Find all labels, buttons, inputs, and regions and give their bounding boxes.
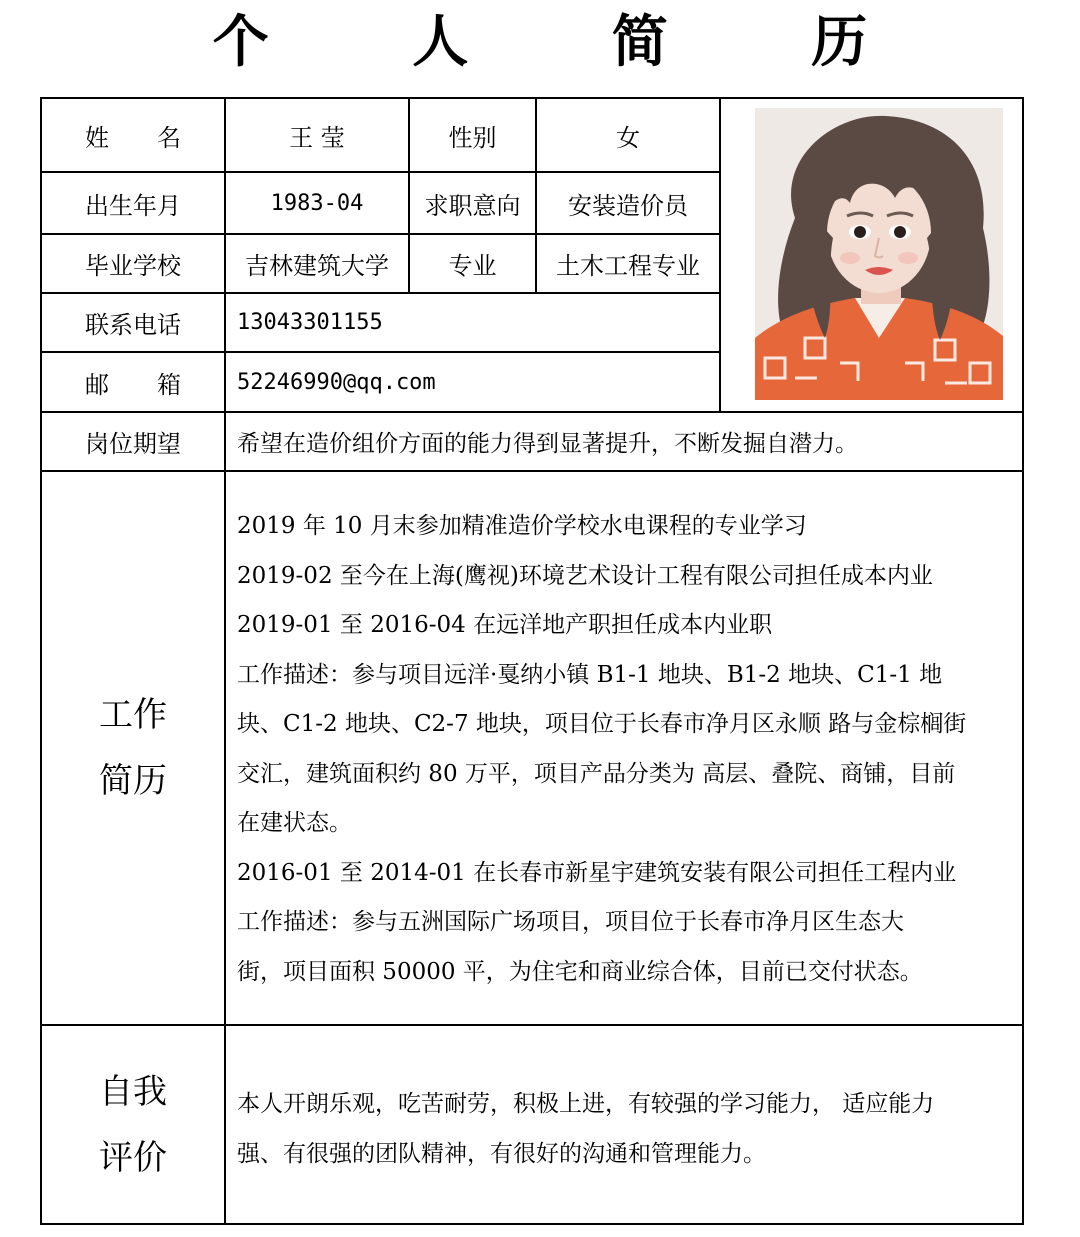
- work-label-line: 工作: [99, 695, 167, 735]
- work-line: 2016-01 至 2014-01 在长春市新星宇建筑安装有限公司担任工程内业: [237, 859, 957, 886]
- col-divider: [719, 99, 721, 412]
- work-line: 在建状态。: [237, 810, 352, 836]
- phone-value: 13043301155: [237, 310, 383, 335]
- expect-label: 岗位期望: [85, 430, 181, 458]
- work-line: 工作描述：参与五洲国际广场项目，项目位于长春市净月区生态大: [237, 909, 904, 935]
- job-intent-label: 求职意向: [424, 191, 521, 220]
- self-eval-label-line: 自我: [99, 1071, 167, 1112]
- email-value: 52246990@qq.com: [237, 369, 436, 395]
- major-value: 土木工程专业: [556, 252, 700, 280]
- work-line: 工作描述：参与项目远洋·戛纳小镇 B1-1 地块、B1-2 地块、C1-1 地: [237, 661, 943, 688]
- work-label: [42, 472, 224, 1024]
- work-line: 街，项目面积 50000 平，为住宅和商业综合体，目前已交付状态。: [237, 958, 923, 985]
- birth-value: 1983-04: [270, 190, 364, 216]
- work-history: [237, 502, 1021, 997]
- gender-value: 女: [616, 123, 640, 152]
- portrait-photo: [755, 108, 1003, 400]
- page-title: 个 人 简 历: [212, 9, 930, 75]
- self-eval-line: 强、有很强的团队精神，有很好的沟通和管理能力。: [237, 1140, 766, 1167]
- name-label-char: 名: [157, 123, 181, 152]
- phone-label: 联系电话: [85, 311, 181, 339]
- portrait-icon: [755, 108, 1003, 400]
- name-value: 王 莹: [289, 123, 345, 152]
- self-eval-line: 本人开朗乐观，吃苦耐劳，积极上进，有较强的学习能力， 适应能力: [237, 1091, 935, 1117]
- school-label: 毕业学校: [85, 252, 181, 280]
- name-label: [42, 99, 224, 171]
- email-label-char: 箱: [157, 370, 181, 399]
- work-line: 2019 年 10 月末参加精准造价学校水电课程的专业学习: [237, 513, 807, 539]
- self-eval-text: [237, 1080, 1021, 1179]
- job-intent-value: 安装造价员: [568, 191, 688, 220]
- name-label-char: 姓: [85, 123, 109, 152]
- work-label-line: 简历: [99, 761, 167, 801]
- work-line: 2019-02 至今在上海(鹰视)环境艺术设计工程有限公司担任成本内业: [237, 562, 933, 589]
- self-eval-label-line: 评价: [99, 1137, 167, 1178]
- email-label: [42, 353, 224, 411]
- major-label: 专业: [448, 252, 497, 280]
- work-line: 2019-01 至 2016-04 在远洋地产职担任成本内业职: [237, 612, 773, 638]
- work-line: 交汇，建筑面积约 80 万平，项目产品分类为 高层、叠院、商铺，目前: [237, 760, 956, 787]
- email-label-char: 邮: [85, 370, 109, 399]
- school-value: 吉林建筑大学: [245, 252, 389, 280]
- gender-label: 性别: [448, 123, 497, 152]
- self-eval-label: [42, 1026, 224, 1223]
- birth-label: 出生年月: [85, 191, 181, 220]
- expect-value: 希望在造价组价方面的能力得到显著提升，不断发掘自潜力。: [237, 431, 858, 457]
- work-line: 块、C1-2 地块、C2-7 地块，项目位于长春市净月区永顺 路与金棕榈街: [237, 711, 967, 737]
